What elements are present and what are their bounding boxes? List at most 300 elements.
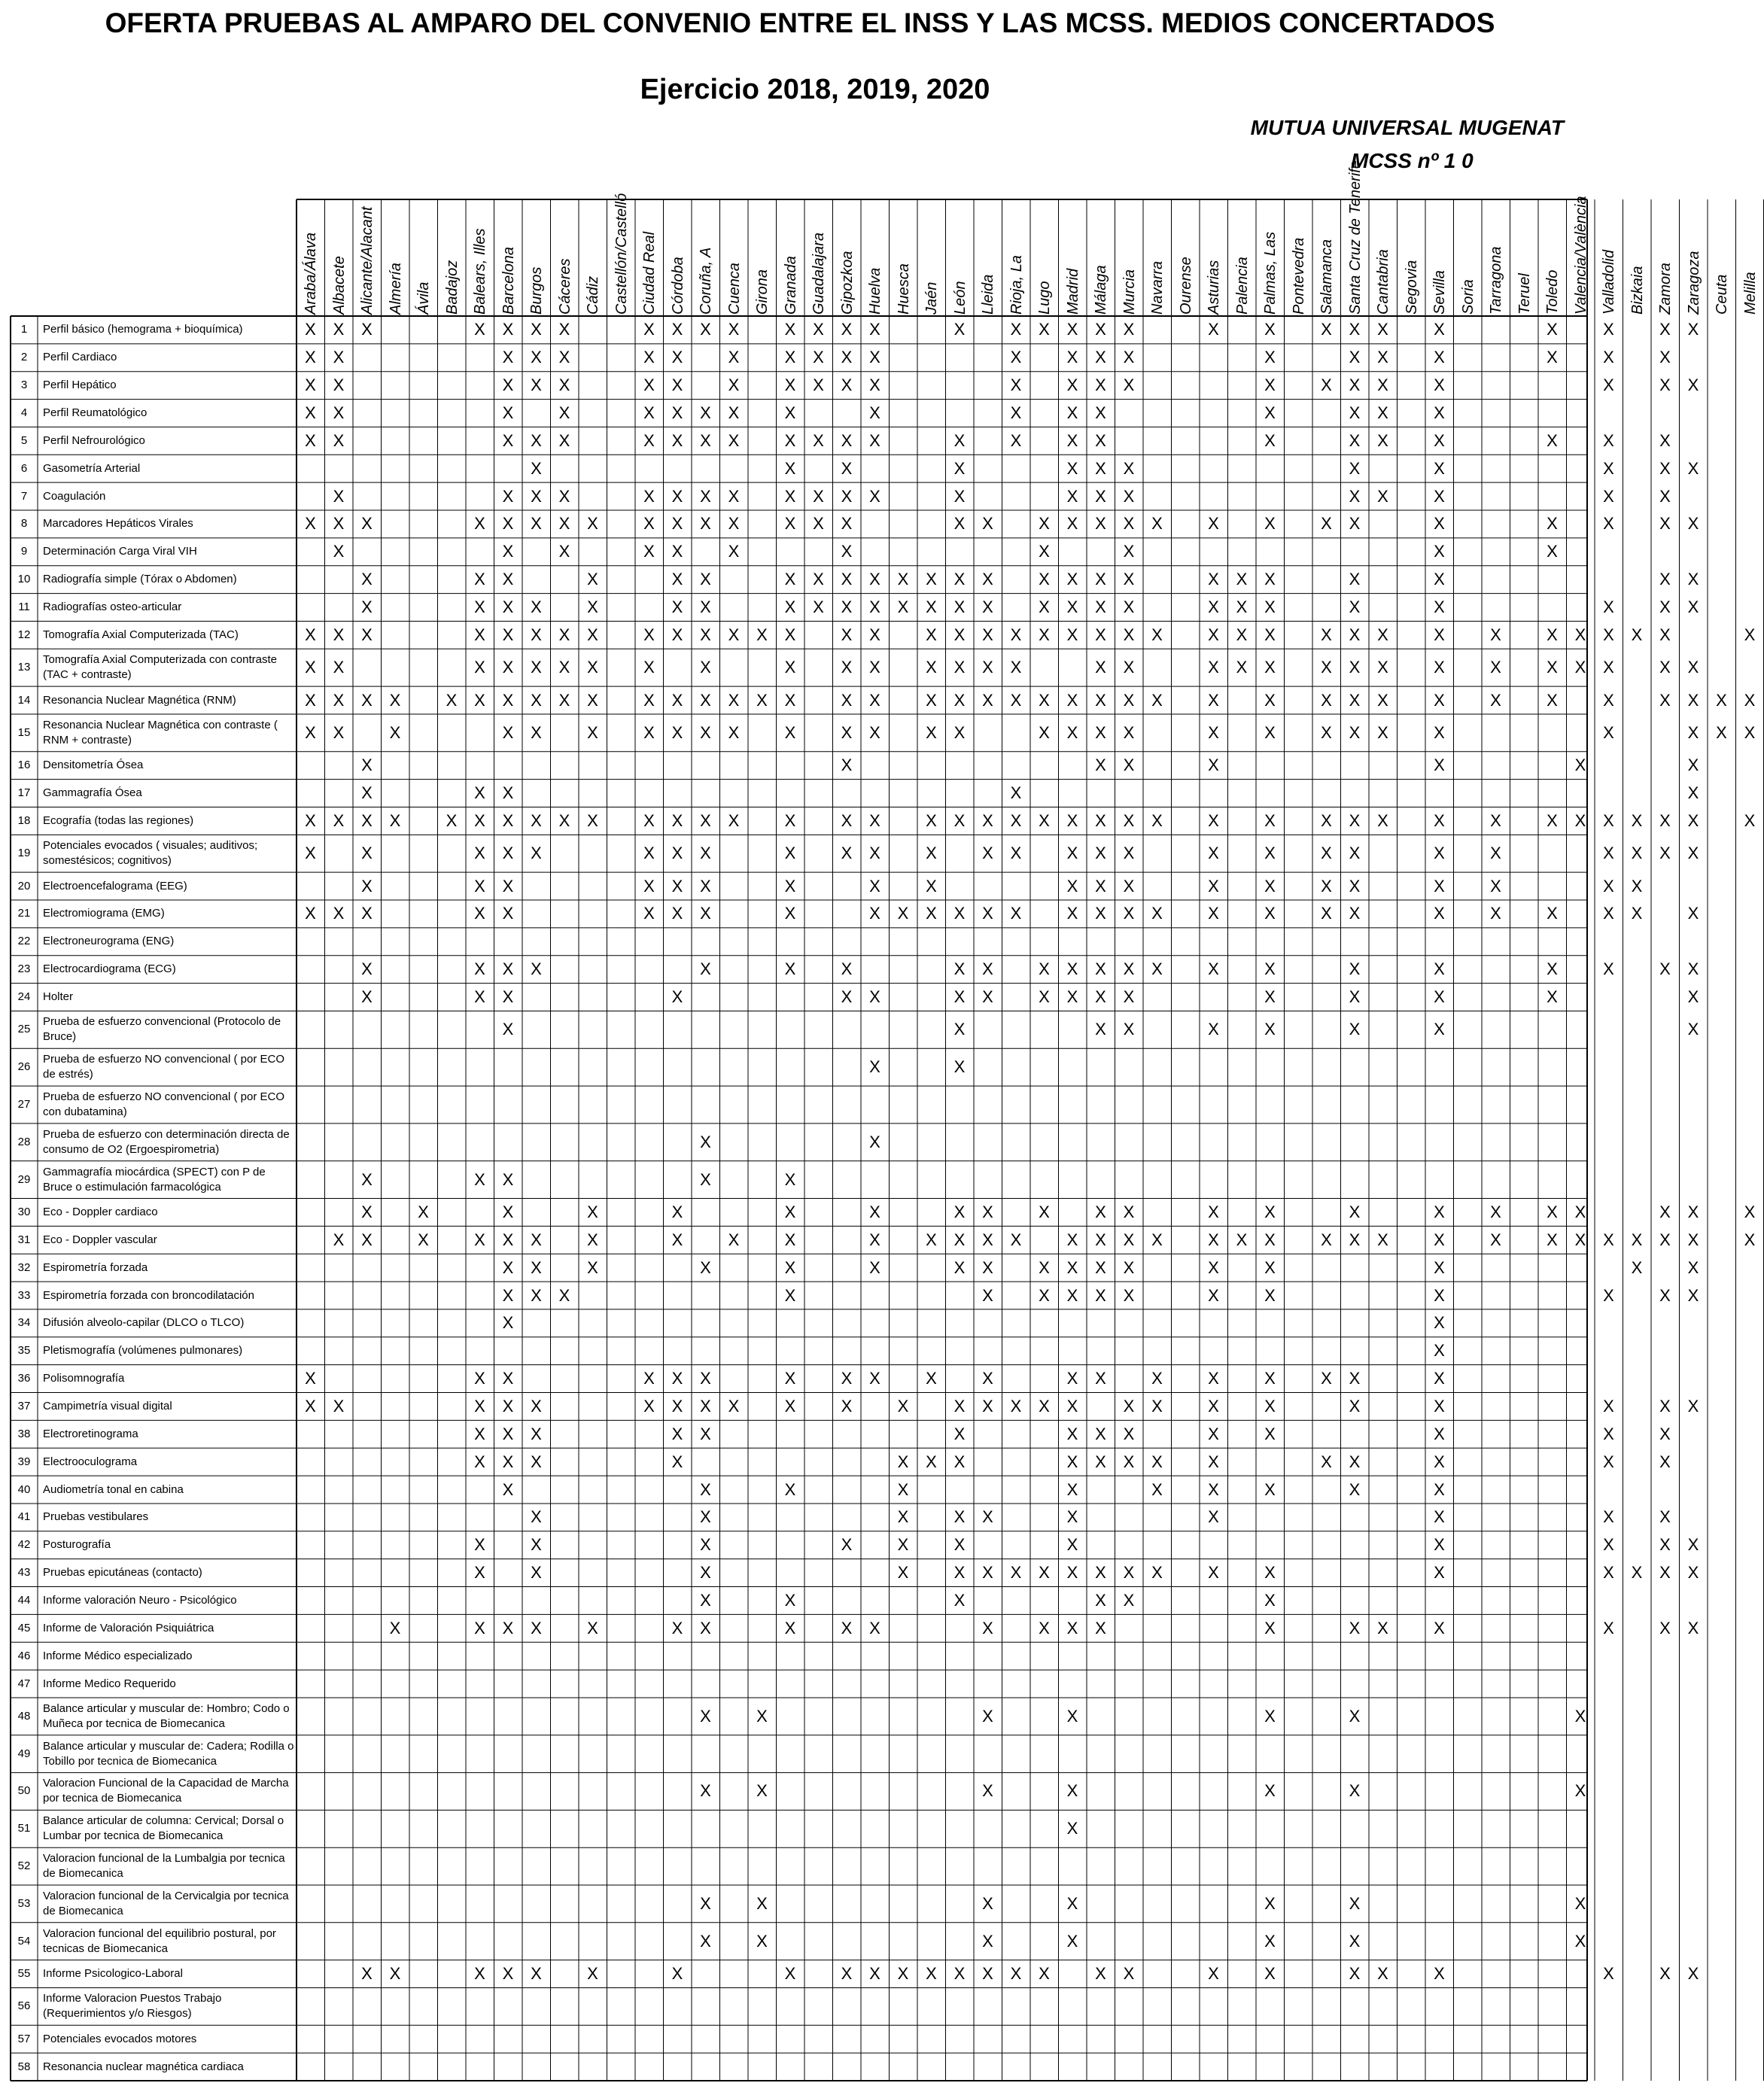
offer-mark: X [1151,1369,1163,1388]
offer-mark: X [361,904,373,923]
offer-mark: X [953,1452,966,1471]
offer-mark: X [982,844,993,863]
offer-mark: X [1095,1285,1106,1305]
offer-mark: X [982,658,993,677]
offer-mark: X [1659,959,1671,979]
offer-mark: X [1603,1618,1614,1637]
offer-mark: X [953,1257,966,1277]
offer-mark: X [728,348,740,367]
offer-mark: X [305,904,316,923]
offer-mark: X [1434,1341,1445,1361]
offer-mark: X [333,348,345,367]
offer-mark: X [700,1424,711,1443]
offer-mark: X [1123,904,1135,923]
offer-mark: X [1123,1590,1135,1610]
row-number: 51 [17,1822,31,1835]
offer-mark: X [1321,1452,1332,1471]
offer-mark: X [1377,348,1388,367]
offer-mark: X [1151,1230,1163,1249]
offer-mark: X [756,625,768,644]
offer-mark: X [1434,1424,1445,1443]
province-header: Ceuta [1714,274,1730,315]
offer-mark: X [1659,1563,1671,1583]
offer-mark: X [587,1618,598,1637]
offer-mark: X [953,458,966,478]
offer-mark: X [1687,1202,1699,1221]
offer-mark: X [418,1202,429,1221]
offer-mark: X [502,403,514,422]
offer-mark: X [1603,690,1614,710]
offer-mark: X [1066,1369,1078,1388]
offer-mark: X [1123,722,1135,742]
offer-mark: X [700,1507,711,1527]
offer-mark: X [305,810,316,830]
offer-mark: X [418,1230,429,1249]
offer-mark: X [784,722,796,742]
offer-mark: X [728,1230,740,1249]
test-label: Electrooculograma [43,1455,138,1468]
offer-mark: X [1039,959,1050,979]
offer-mark: X [502,486,514,506]
offer-mark: X [1123,1964,1135,1984]
offer-mark: X [953,430,966,450]
offer-mark: X [1151,959,1163,979]
offer-mark: X [1349,1893,1361,1913]
offer-mark: X [784,1169,796,1189]
page-title: OFERTA PRUEBAS AL AMPARO DEL CONVENIO ENTRE EL INSS Y LAS MCSS. MEDIOS CONCERTADOS [105,8,1495,38]
offer-mark: X [1039,987,1050,1007]
offer-mark: X [531,1257,542,1277]
offer-mark: X [671,844,683,863]
offer-mark: X [333,1396,345,1415]
offer-mark: X [1349,625,1361,644]
offer-mark: X [1123,1424,1135,1443]
offer-mark: X [361,876,373,896]
offer-mark: X [1066,1396,1078,1415]
province-header: Tarragona [1488,246,1504,315]
province-header: Palencia [1233,257,1251,315]
offer-mark: X [1123,486,1135,506]
offer-mark: X [1123,959,1135,979]
offer-mark: X [333,542,345,561]
offer-mark: X [643,904,655,923]
offer-mark: X [1264,1931,1276,1951]
province-header: Granada [782,256,799,315]
offer-mark: X [587,1964,598,1984]
offer-mark: X [1434,570,1445,589]
offer-mark: X [1095,430,1106,450]
offer-mark: X [1490,625,1501,644]
offer-mark: X [1066,1781,1078,1801]
offer-mark: X [1349,658,1361,677]
offer-mark: X [1434,987,1445,1007]
test-label: Valoracion Funcional de la Capacidad de Marcha por tecnica de Biomecanica [43,1777,289,1805]
offer-mark: X [1208,1964,1219,1984]
offer-mark: X [1208,1452,1219,1471]
offer-mark: X [1208,722,1219,742]
offer-mark: X [531,1507,542,1527]
offer-mark: X [502,1369,514,1388]
test-label: Balance articular y muscular de: Cadera; Rodilla o Tobillo por tecnica de Biomecanica [43,1739,294,1768]
organization-name: MUTUA UNIVERSAL MUGENAT [1250,116,1564,139]
offer-mark: X [982,690,993,710]
offer-mark: X [1547,430,1558,450]
offer-mark: X [756,1706,768,1726]
row-number: 5 [20,433,28,447]
offer-mark: X [784,1257,796,1277]
offer-mark: X [1151,904,1163,923]
offer-mark: X [502,1479,514,1499]
offer-mark: X [1434,1020,1445,1039]
offer-mark: X [474,904,485,923]
offer-mark: X [1603,458,1614,478]
offer-mark: X [1744,1202,1756,1221]
province-header: Rioja, La [1008,255,1025,315]
offer-mark: X [474,598,485,616]
offer-mark: X [1574,1706,1586,1726]
offer-mark: X [361,987,373,1007]
offer-mark: X [1377,625,1388,644]
offer-mark: X [1095,458,1106,478]
offer-mark: X [1603,810,1614,830]
offer-mark: X [1659,1424,1671,1443]
mcss-code: MCSS nº 1 0 [1351,149,1474,172]
offer-mark: X [841,844,853,863]
offer-mark: X [784,1618,796,1637]
offer-mark: X [1547,959,1558,979]
offer-mark: X [558,514,570,534]
offer-mark: X [1434,542,1445,561]
offer-mark: X [1264,810,1276,830]
offer-mark: X [474,844,485,863]
row-number: 50 [17,1784,31,1798]
offer-mark: X [953,904,966,923]
test-label: Prueba de esfuerzo NO convencional ( por ECO de estrés) [43,1053,284,1081]
row-number: 42 [17,1538,31,1552]
offer-mark: X [1264,904,1276,923]
offer-mark: X [1010,376,1022,395]
offer-mark: X [982,1964,993,1984]
offer-mark: X [1151,514,1163,534]
province-header: Gipozkoa [838,251,856,315]
offer-mark: X [305,403,316,422]
offer-mark: X [1264,320,1276,339]
offer-mark: X [953,486,966,506]
offer-mark: X [333,430,345,450]
offer-mark: X [1264,1020,1276,1039]
row-number: 11 [18,601,30,613]
offer-mark: X [531,658,542,677]
offer-mark: X [1659,1964,1671,1984]
offer-mark: X [1066,1931,1078,1951]
offer-mark: X [531,1535,542,1555]
offer-mark: X [1123,810,1135,830]
offer-mark: X [1123,542,1135,561]
test-label: Pruebas epicutáneas (contacto) [43,1566,202,1580]
offer-mark: X [333,320,345,339]
province-header: Pontevedra [1290,237,1307,315]
offer-mark: X [1659,810,1671,830]
offer-mark: X [897,1396,909,1415]
offer-mark: X [1434,1313,1445,1333]
offer-mark: X [700,722,711,742]
row-number: 37 [17,1399,31,1412]
offer-mark: X [869,598,880,616]
test-label: Perfil Reumatológico [43,406,148,419]
province-header: Soria [1459,279,1477,315]
offer-mark: X [1208,756,1219,775]
offer-mark: X [1687,1020,1699,1039]
offer-mark: X [305,658,316,677]
offer-mark: X [671,403,683,422]
offer-mark: X [333,1230,345,1249]
offer-mark: X [982,1369,993,1388]
row-number: 21 [17,907,31,920]
offer-mark: X [1603,625,1614,644]
offer-mark: X [1208,1202,1219,1221]
province-header: Santa Cruz de Tenerife [1346,160,1364,315]
offer-mark: X [841,376,853,395]
offer-mark: X [1490,844,1501,863]
test-label: Radiografías osteo-articular [43,601,182,613]
offer-mark: X [1434,458,1445,478]
offer-mark: X [643,403,655,422]
offer-mark: X [1066,1535,1078,1555]
offer-mark: X [1687,1964,1699,1984]
offer-mark: X [305,625,316,644]
offer-mark: X [1377,403,1388,422]
offer-mark: X [1066,876,1078,896]
row-number: 48 [17,1709,31,1723]
offer-mark: X [671,1452,683,1471]
offer-mark: X [1434,1535,1445,1555]
offer-mark: X [700,1563,711,1583]
offer-mark: X [841,756,853,775]
test-label: Potenciales evocados motores [43,2032,197,2045]
offer-mark: X [700,844,711,863]
province-header: Segovia [1403,260,1420,315]
offer-mark: X [1321,810,1332,830]
offer-mark: X [982,959,993,979]
test-label: Valoracion funcional de la Lumbalgia por tecnica de Biomecanica [43,1852,285,1881]
offer-mark: X [1066,486,1078,506]
offer-mark: X [1744,810,1756,830]
offer-mark: X [1123,876,1135,896]
offer-mark: X [869,722,880,742]
offer-mark: X [982,1507,993,1527]
offer-mark: X [1434,1257,1445,1277]
offer-mark: X [1659,458,1671,478]
offer-mark: X [531,1563,542,1583]
offer-mark: X [1010,783,1022,803]
row-number: 17 [17,786,31,800]
offer-mark: X [671,486,683,506]
offer-mark: X [869,876,880,896]
test-label: Polisomnografía [43,1372,125,1385]
offer-mark: X [784,904,796,923]
row-number: 22 [17,935,31,948]
row-number: 23 [17,962,31,976]
offer-mark: X [531,348,542,367]
offer-mark: X [558,348,570,367]
offer-mark: X [1066,1424,1078,1443]
offer-mark: X [784,1285,796,1305]
offer-mark: X [1095,320,1106,339]
row-number: 46 [17,1649,31,1662]
province-header: Badajoz [443,260,461,315]
offer-mark: X [1264,1396,1276,1415]
offer-mark: X [1574,1931,1586,1951]
offer-mark: X [389,722,401,742]
offer-mark: X [953,1507,966,1527]
offer-mark: X [1687,514,1699,534]
offer-mark: X [1574,1202,1586,1221]
offer-mark: X [869,690,880,710]
offer-mark: X [1095,959,1106,979]
offer-mark: X [1687,810,1699,830]
offer-mark: X [1321,1230,1332,1249]
row-number: 4 [20,406,28,419]
offer-mark: X [1066,625,1078,644]
offer-mark: X [869,1618,880,1637]
province-header: Sevilla [1431,270,1448,315]
offer-mark: X [1377,320,1388,339]
offer-mark: X [1687,959,1699,979]
offer-mark: X [1095,876,1106,896]
offer-mark: X [1349,722,1361,742]
offer-mark: X [643,690,655,710]
offer-mark: X [953,959,966,979]
offer-mark: X [700,430,711,450]
province-header: Araba/Álava [303,233,319,315]
offer-mark: X [700,1535,711,1555]
offer-mark: X [1208,570,1219,589]
offer-mark: X [643,1369,655,1388]
offer-mark: X [474,876,485,896]
offer-mark: X [531,1964,542,1984]
offer-mark: X [474,570,485,589]
province-header: Madrid [1064,268,1081,315]
offer-mark: X [502,1452,514,1471]
province-header: Cáceres [556,258,573,315]
test-label: Espirometría forzada con broncodilatación [43,1288,254,1302]
offer-mark: X [1603,722,1614,742]
offer-mark: X [1434,486,1445,506]
offer-mark: X [643,376,655,395]
offer-mark: X [1095,1257,1106,1277]
offer-mark: X [784,1479,796,1499]
offer-mark: X [1066,514,1078,534]
offer-mark: X [1123,598,1135,616]
province-header: Asturias [1206,260,1222,315]
offer-mark: X [1574,1230,1586,1249]
offer-mark: X [1603,486,1614,506]
offer-mark: X [1603,1230,1614,1249]
offer-mark: X [1264,1230,1276,1249]
offer-mark: X [1349,1369,1361,1388]
offer-mark: X [1631,1257,1643,1277]
offer-mark: X [671,430,683,450]
offer-mark: X [643,1396,655,1415]
province-header: Castellón/Castelló [613,193,630,315]
offer-mark: X [502,658,514,677]
offer-mark: X [1659,1230,1671,1249]
row-number: 8 [20,517,28,531]
offer-mark: X [1547,1230,1558,1249]
offer-mark: X [1434,1507,1445,1527]
offer-mark: X [1264,430,1276,450]
offer-mark: X [841,486,853,506]
offer-mark: X [700,1893,711,1913]
offer-mark: X [700,1369,711,1388]
offer-mark: X [558,810,570,830]
offer-mark: X [982,625,993,644]
offer-mark: X [1434,810,1445,830]
offer-mark: X [1264,1893,1276,1913]
offer-mark: X [305,844,316,863]
offer-mark: X [1010,1964,1022,1984]
offer-mark: X [1349,598,1361,616]
offer-mark: X [671,625,683,644]
offer-mark: X [1631,904,1643,923]
offer-mark: X [784,1396,796,1415]
offer-mark: X [897,598,909,616]
offer-mark: X [841,810,853,830]
offer-mark: X [1151,1452,1163,1471]
province-header: Cádiz [585,275,601,315]
offer-mark: X [841,320,853,339]
offer-mark: X [587,570,598,589]
offer-mark: X [982,1893,993,1913]
offer-mark: X [784,690,796,710]
row-number: 14 [17,693,31,707]
province-header: Murcia [1121,269,1138,315]
offer-mark: X [643,542,655,561]
offer-mark: X [1066,1706,1078,1726]
offer-mark: X [1574,810,1586,830]
offer-mark: X [502,844,514,863]
offer-mark: X [1490,904,1501,923]
offer-mark: X [982,1931,993,1951]
offer-mark: X [1208,1424,1219,1443]
offer-mark: X [1434,722,1445,742]
offer-mark: X [1039,625,1050,644]
offer-mark: X [1434,1964,1445,1984]
offer-mark: X [1264,403,1276,422]
offer-mark: X [1349,348,1361,367]
offer-mark: X [700,1931,711,1951]
offer-mark: X [1349,1479,1361,1499]
offer-mark: X [502,570,514,589]
offer-mark: X [474,1452,485,1471]
offer-mark: X [1434,690,1445,710]
offer-mark: X [1659,1507,1671,1527]
offer-mark: X [558,486,570,506]
offer-mark: X [1066,458,1078,478]
offer-mark: X [643,722,655,742]
offer-mark: X [756,1781,768,1801]
offer-mark: X [1123,1020,1135,1039]
offer-mark: X [474,1563,485,1583]
offer-mark: X [1377,1230,1388,1249]
offer-mark: X [1687,320,1699,339]
offer-mark: X [982,1618,993,1637]
offer-mark: X [1603,598,1614,616]
offer-mark: X [1095,756,1106,775]
row-number: 45 [17,1621,31,1634]
offer-mark: X [531,320,542,339]
offer-mark: X [1010,844,1022,863]
